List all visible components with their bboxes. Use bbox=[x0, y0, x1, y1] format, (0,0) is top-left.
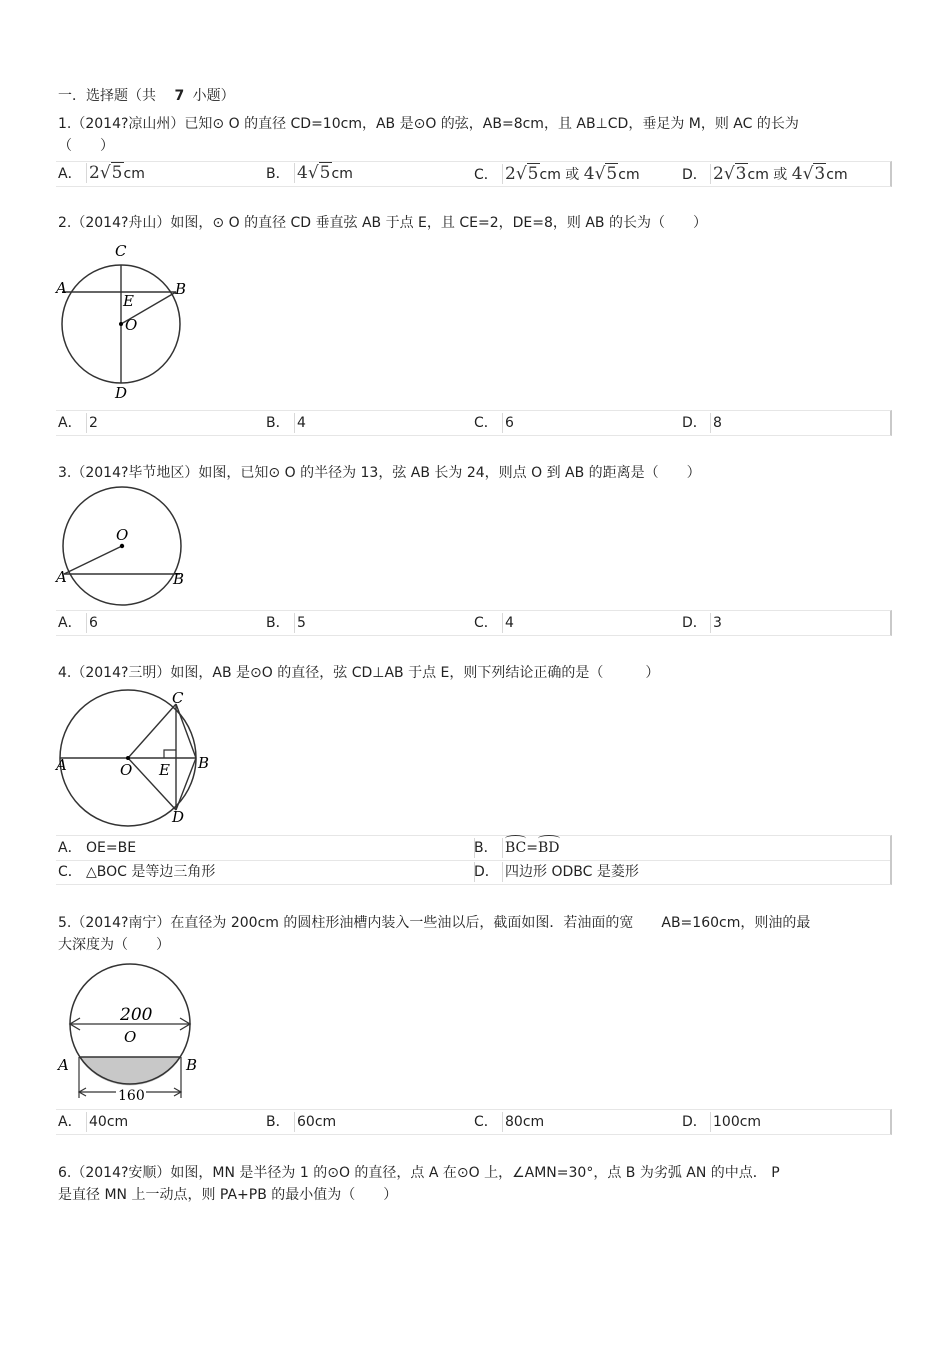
q5-stem-cont: 大深度为（ ） bbox=[58, 937, 170, 953]
label-d: D bbox=[172, 808, 185, 826]
q5-option-d[interactable]: D． 100cm bbox=[682, 1114, 762, 1130]
section-title: 一．选择题（共 bbox=[58, 88, 156, 104]
label-c: C bbox=[172, 689, 184, 707]
label-b: B bbox=[173, 570, 185, 588]
q2-options bbox=[56, 410, 892, 436]
q4-options bbox=[56, 835, 892, 885]
label-a: A bbox=[56, 568, 67, 586]
q3-options bbox=[56, 610, 892, 636]
q1-option-b[interactable]: B． 4√5cm bbox=[266, 163, 353, 183]
label-b: B bbox=[175, 280, 187, 298]
label-diameter: 200 bbox=[120, 1005, 153, 1025]
q5-option-c[interactable]: C． 80cm bbox=[474, 1114, 545, 1130]
q6-stem: 6.（2014?安顺）如图，MN 是半径为 1 的⊙O 的直径，点 A 在⊙O 上，∠AMN=30°，点 B 为劣弧 AN 的中点． P bbox=[58, 1165, 780, 1181]
label-o: O bbox=[120, 761, 133, 779]
q2-stem: 2.（2014?舟山）如图，⊙ O 的直径 CD 垂直弦 AB 于点 E，且 CE=2，DE=8，则 AB 的长为（ ） bbox=[58, 215, 707, 231]
q5-option-b[interactable]: B． 60cm bbox=[266, 1114, 337, 1130]
q4-option-b[interactable]: B． BC=BD bbox=[474, 840, 560, 856]
q3-option-c[interactable]: C． 4 bbox=[474, 615, 514, 631]
label-e: E bbox=[123, 292, 134, 310]
q4-option-a[interactable]: A． OE=BE bbox=[58, 840, 137, 856]
label-e: E bbox=[159, 761, 170, 779]
label-a: A bbox=[58, 1056, 69, 1074]
q1-options bbox=[56, 161, 892, 187]
q2-figure bbox=[52, 238, 192, 403]
q3-option-d[interactable]: D． 3 bbox=[682, 615, 722, 631]
label-b: B bbox=[186, 1056, 198, 1074]
q5-figure bbox=[52, 960, 212, 1105]
label-o: O bbox=[124, 1028, 137, 1046]
q1-option-a[interactable]: A． 2√5cm bbox=[58, 163, 145, 183]
q2-option-b[interactable]: B． 4 bbox=[266, 415, 306, 431]
label-d: D bbox=[115, 384, 128, 402]
q1-stem: 1.（2014?凉山州）已知⊙ O 的直径 CD=10cm，AB 是⊙O 的弦，AB=8cm，且 AB⊥CD，垂足为 M，则 AC 的长为 bbox=[58, 116, 799, 132]
label-a: A bbox=[56, 279, 67, 297]
q6-stem-cont: 是直径 MN 上一动点，则 PA+PB 的最小值为（ ） bbox=[58, 1187, 398, 1203]
q2-option-c[interactable]: C． 6 bbox=[474, 415, 514, 431]
label-o: O bbox=[125, 316, 138, 334]
label-a: A bbox=[56, 756, 67, 774]
q5-option-a[interactable]: A． 40cm bbox=[58, 1114, 129, 1130]
q3-option-a[interactable]: A． 6 bbox=[58, 615, 98, 631]
label-c: C bbox=[115, 242, 127, 260]
label-chord: 160 bbox=[118, 1088, 145, 1104]
q1-option-d[interactable]: D． 2√3cm 或 4√3cm bbox=[682, 164, 848, 184]
q3-option-b[interactable]: B． 5 bbox=[266, 615, 306, 631]
q4-figure bbox=[52, 686, 222, 828]
label-b: B bbox=[198, 754, 210, 772]
q5-options bbox=[56, 1109, 892, 1135]
q3-figure bbox=[52, 484, 192, 609]
section-title-suffix: 小题） bbox=[192, 88, 235, 104]
q4-stem: 4.（2014?三明）如图，AB 是⊙O 的直径，弦 CD⊥AB 于点 E，则下列结论正确的是（ ） bbox=[58, 665, 660, 681]
q4-option-d[interactable]: D． 四边形 ODBC 是菱形 bbox=[474, 864, 639, 880]
q2-option-a[interactable]: A． 2 bbox=[58, 415, 98, 431]
q3-stem: 3.（2014?毕节地区）如图，已知⊙ O 的半径为 13，弦 AB 长为 24，则点 O 到 AB 的距离是（ ） bbox=[58, 465, 701, 481]
section-heading bbox=[58, 86, 235, 106]
question-count: 7 bbox=[174, 88, 185, 104]
q1-option-c[interactable]: C． 2√5cm 或 4√5cm bbox=[474, 164, 640, 184]
q5-stem: 5.（2014?南宁）在直径为 200cm 的圆柱形油槽内装入一些油以后，截面如图．若油面的宽 AB=160cm，则油的最 bbox=[58, 915, 811, 931]
label-o: O bbox=[116, 526, 129, 544]
q4-option-c[interactable]: C． △BOC 是等边三角形 bbox=[58, 864, 216, 880]
q2-option-d[interactable]: D． 8 bbox=[682, 415, 722, 431]
q1-stem-cont: （ ） bbox=[58, 138, 114, 154]
